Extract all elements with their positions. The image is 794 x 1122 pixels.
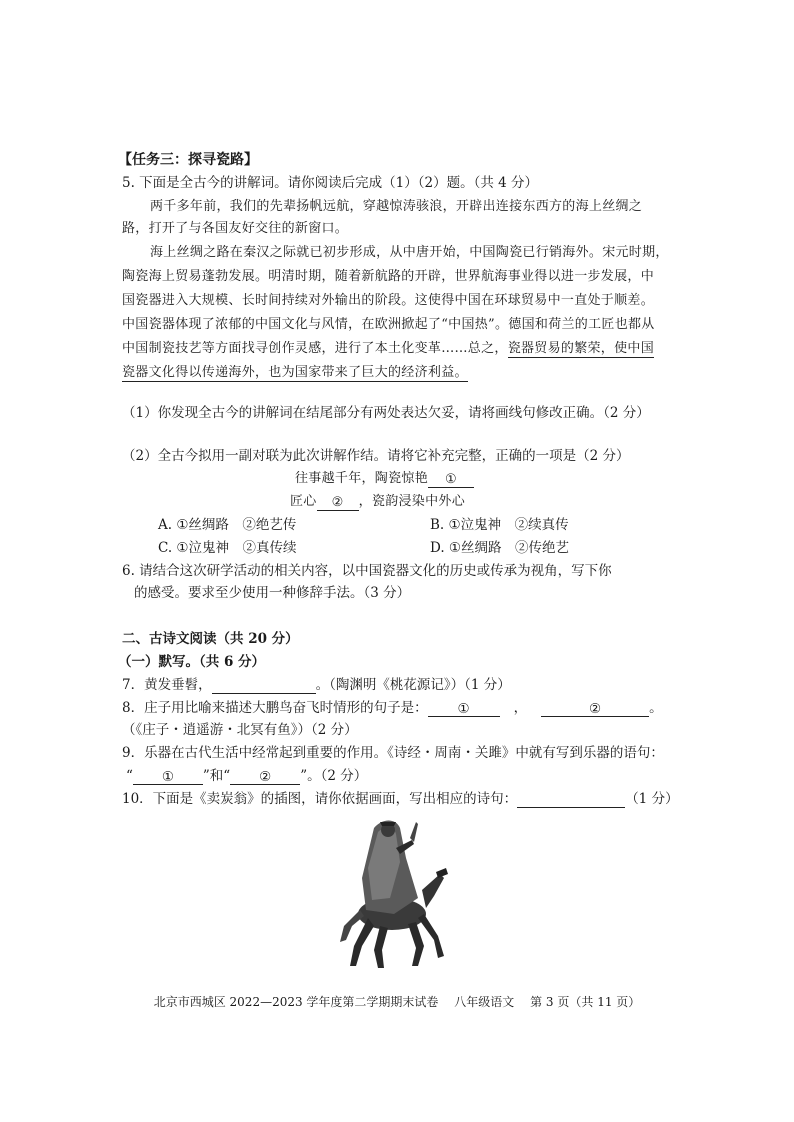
q8-end: 。 — [649, 700, 663, 716]
q5-heading: 5. 下面是全古今的讲解词。请你阅读后完成（1）（2）题。（共 4 分） — [122, 175, 539, 191]
footer-page-number: 第 3 页（共 11 页） — [530, 995, 641, 1009]
underlined-sentence: 瓷器文化得以传递海外，也为国家带来了巨大的经济利益。 — [122, 365, 468, 380]
q10-text: 10．下面是《卖炭翁》的插图，请你依据画面，写出相应的诗句： — [122, 791, 518, 807]
passage-line: 两千多年前，我们的先辈扬帆远航，穿越惊涛骇浪，开辟出连接东西方的海上丝绸之 — [150, 199, 643, 214]
section2-sub1: （一）默写。（共 6 分） — [118, 654, 266, 670]
q10-blank — [517, 791, 625, 808]
task3-title: 【任务三：探寻瓷路】 — [118, 152, 258, 168]
q5-part2: （2）全古今拟用一副对联为此次讲解作结。请将它补充完整，正确的一项是（2 分） — [122, 448, 630, 464]
q9-blank-2: ② — [230, 768, 300, 785]
passage-line: 陶瓷海上贸易蓬勃发展。明清时期，随着新航路的开辟，世界航海事业得以进一步发展，中 — [122, 269, 655, 284]
q9-line-1: 9．乐器在古代生活中经常起到重要的作用。《诗经・周南・关雎》中就有写到乐器的语句： — [122, 745, 664, 761]
q7 — [122, 676, 511, 694]
couplet-blank-2: ② — [317, 494, 359, 511]
couplet-text: 匠心 — [290, 494, 317, 509]
couplet-text: ，瓷韵浸染中外心 — [358, 494, 466, 509]
passage-line: 路，打开了与各国友好交往的新窗口。 — [122, 221, 349, 236]
passage-line: 海上丝绸之路在秦汉之际就已初步形成，从中唐开始，中国陶瓷已行销海外。宋元时期， — [150, 245, 669, 260]
passage-line — [122, 340, 654, 358]
couplet-line-1 — [295, 470, 474, 488]
q9-line-2 — [126, 767, 367, 785]
option-c: C. ①泣鬼神 ②真传续 — [158, 540, 297, 556]
option-d: D. ①丝绸路 ②传绝艺 — [430, 540, 570, 556]
q10-score: （1 分） — [625, 791, 679, 807]
couplet-line-2 — [290, 493, 465, 511]
passage-line: 国瓷器进入大规模、长时间持续对外输出的阶段。这使得中国在环球贸易中一直处于顺差。 — [122, 293, 655, 308]
q8-blank-1: ① — [428, 700, 500, 717]
q7-text: 7．黄发垂髫， — [122, 677, 212, 693]
q6-line-1: 6. 请结合这次研学活动的相关内容，以中国瓷器文化的历史或传承为视角，写下你 — [122, 563, 612, 579]
q8 — [122, 699, 663, 717]
option-b: B. ①泣鬼神 ②续真传 — [430, 517, 569, 533]
passage-line — [122, 364, 468, 382]
q8-comma: ， — [513, 700, 528, 716]
q8-source: （《庄子・逍遥游・北冥有鱼》）（2 分） — [122, 722, 358, 738]
q8-blank-2: ② — [541, 700, 649, 717]
q6-line-2: 的感受。要求至少使用一种修辞手法。（3 分） — [134, 585, 411, 601]
q5-part1: （1）你发现全古今的讲解词在结尾部分有两处表达欠妥，请将画线句修改正确。（2 分） — [122, 405, 650, 421]
underlined-sentence: 瓷器贸易的繁荣，使中国 — [507, 341, 655, 356]
passage-text: 中国制瓷技艺等方面找寻创作灵感，进行了本土化变革……总之， — [122, 341, 508, 356]
couplet-text: 往事越千年，陶瓷惊艳 — [295, 471, 429, 486]
q9-mid: ”和“ — [202, 768, 231, 784]
horse-rider-illustration — [334, 818, 450, 970]
q9-quote: “ — [126, 768, 133, 784]
q10 — [122, 790, 679, 808]
section2-title: 二、古诗文阅读（共 20 分） — [122, 631, 299, 647]
q9-end: ”。（2 分） — [300, 768, 368, 784]
passage-line: 中国瓷器体现了浓郁的中国文化与风情，在欧洲掀起了“中国热”。德国和荷兰的工匠也都从 — [122, 317, 655, 332]
q7-blank — [212, 677, 316, 694]
q9-blank-1: ① — [133, 768, 203, 785]
option-a: A. ①丝绸路 ②绝艺传 — [158, 517, 297, 533]
footer-subject: 八年级语文 — [454, 995, 515, 1009]
q7-source: 。（陶渊明《桃花源记》）（1 分） — [315, 677, 511, 693]
couplet-blank-1: ① — [428, 471, 474, 488]
q8-text: 8．庄子用比喻来描述大鹏鸟奋飞时情形的句子是： — [122, 700, 428, 716]
footer-exam: 北京市西城区 2022—2023 学年度第二学期期末试卷 — [153, 995, 439, 1009]
page-footer — [0, 993, 794, 1010]
